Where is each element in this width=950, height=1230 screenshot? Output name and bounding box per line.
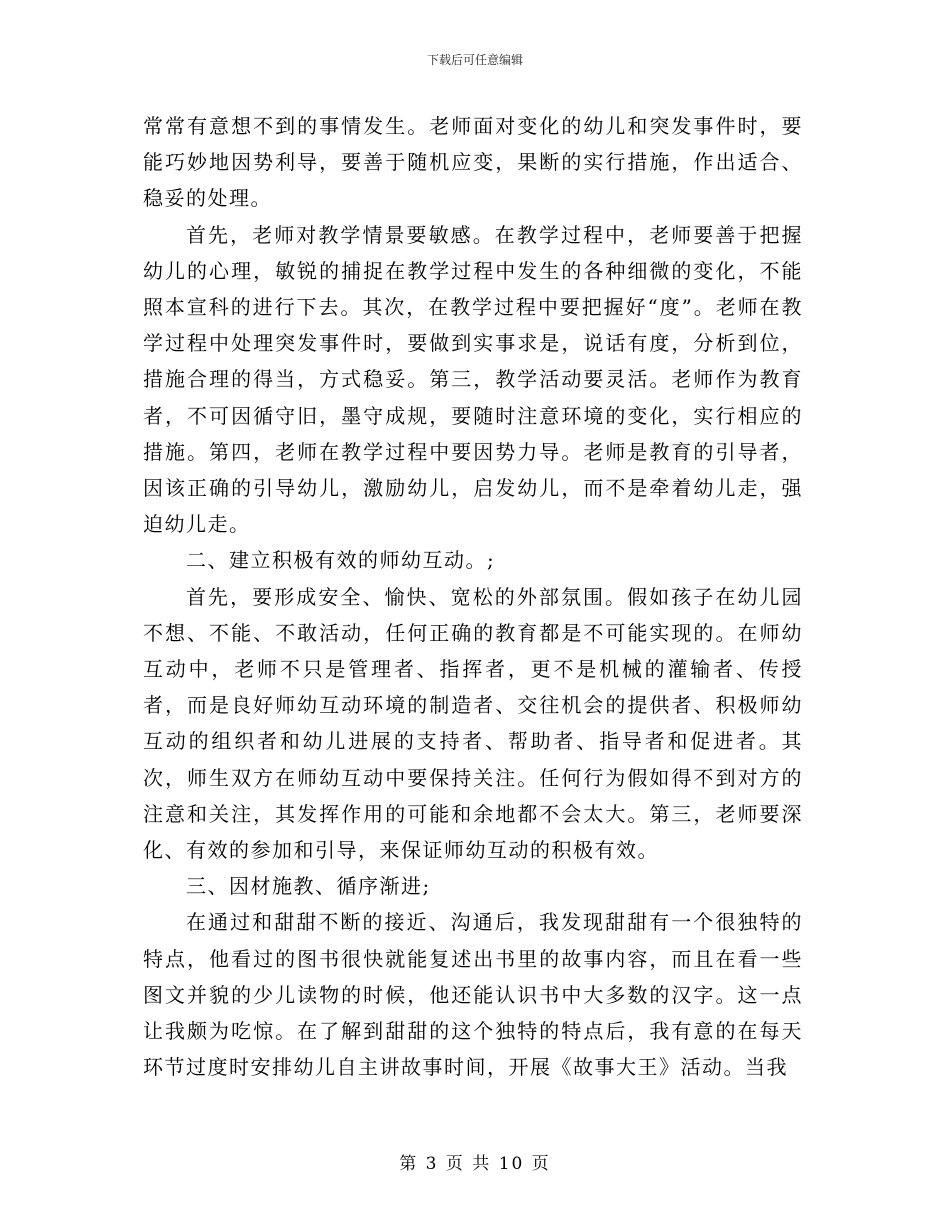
paragraph-teacher-sensitivity: 首先，老师对教学情景要敏感。在教学过程中，老师要善于把握幼儿的心理，敏锐的捕捉在教学过程中发生的各种细微的变化，不能照本宣科的进行下去。其次，在教学过程中要把握好“度”。老师在教学过程中处理突发事件时，要做到实事求是，说话有度，分析到位，措施合理的得当，方式稳妥。第三，教学活动要灵活。老师作为教育者，不可因循守旧，墨守成规，要随时注意环境的变化，实行相应的措施。第四，老师在教学过程中要因势力导。老师是教育的引导者，因该正确的引导幼儿，激励幼儿，启发幼儿，而不是牵着幼儿走，强迫幼儿走。 <box>143 222 803 537</box>
document-body <box>143 108 803 1085</box>
section-heading-interaction: 二、建立积极有效的师幼互动。; <box>186 548 496 573</box>
paragraph-interaction: 首先，要形成安全、愉快、宽松的外部氛围。假如孩子在幼儿园不想、不能、不敢活动，任何正确的教育都是不可能实现的。在师幼互动中，老师不只是管理者、指挥者，更不是机械的灌输者、传授者，而是良好师幼互动环境的制造者、交往机会的提供者、积极师幼互动的组织者和幼儿进展的支持者、帮助者、指导者和促进者。其次，师生双方在师幼互动中要保持关注。任何行为假如得不到对方的注意和关注，其发挥作用的可能和余地都不会太大。第三，老师要深化、有效的参加和引导，来保证师幼互动的积极有效。 <box>143 584 803 863</box>
paragraph-tiantian: 在通过和甜甜不断的接近、沟通后，我发现甜甜有一个很独特的特点，他看过的图书很快就能复述出书里的故事内容，而且在看一些图文并貌的少儿读物的时候，他还能认识书中大多数的汉字。这一点让我颇为吃惊。在了解到甜甜的这个独特的特点后，我有意的在每天环节过度时安排幼儿自主讲故事时间，开展《故事大王》活动。当我 <box>143 910 803 1080</box>
paragraph-continuation: 常常有意想不到的事情发生。老师面对变化的幼儿和突发事件时，要能巧妙地因势利导，要善于随机应变，果断的实行措施，作出适合、稳妥的处理。 <box>143 114 803 211</box>
section-heading-teaching: 三、因材施教、循序渐进; <box>186 874 431 899</box>
page-header: 下载后可任意编辑 <box>426 53 523 67</box>
page-number: 第 3 页 共 10 页 <box>399 1154 551 1174</box>
